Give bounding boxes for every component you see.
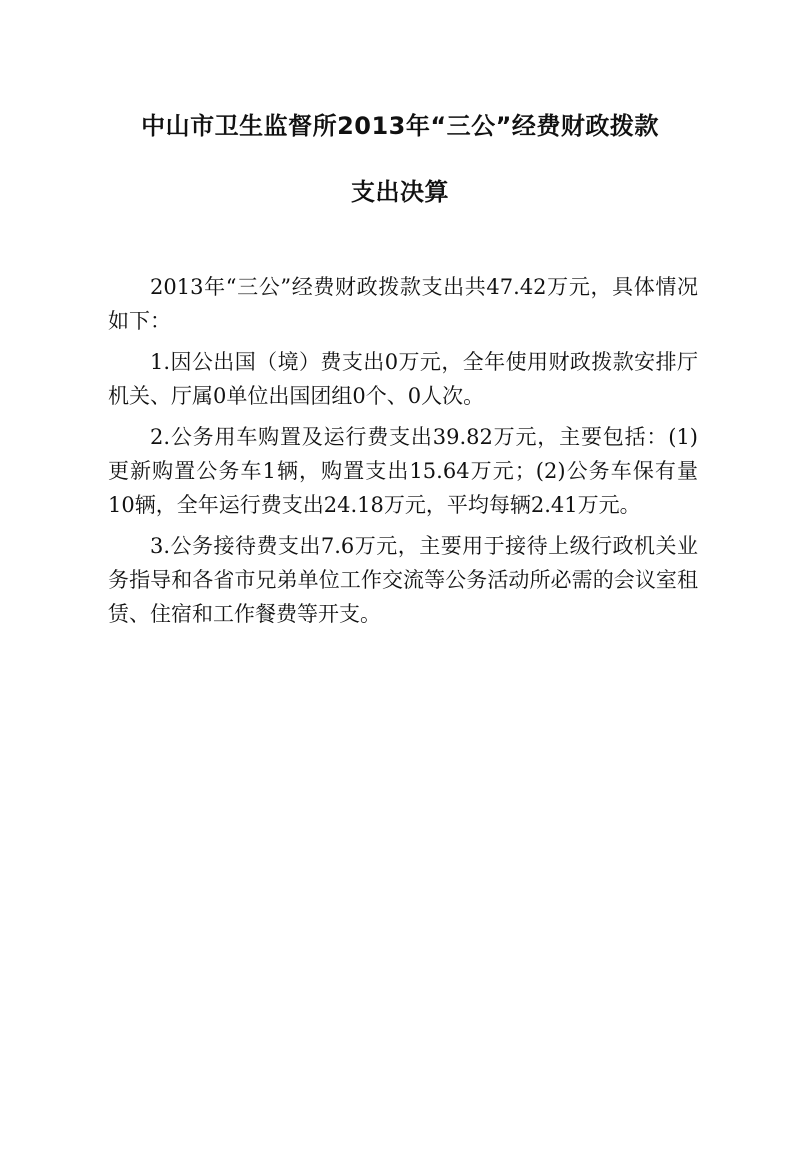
paragraph-official-reception: 3.公务接待费支出7.6万元，主要用于接待上级行政机关业务指导和各省市兄弟单位工作交流等公务活动所必需的会议室租赁、住宿和工作餐费等开支。	[108, 534, 698, 626]
document-body	[108, 270, 698, 638]
paragraph-official-vehicles: 2.公务用车购置及运行费支出39.82万元，主要包括：(1)更新购置公务车1辆，购置支出15.64万元；(2)公务车保有量10辆，全年运行费支出24.18万元，平均每辆2.41万元。	[108, 425, 698, 517]
document-title-line-2: 支出决算	[351, 178, 449, 206]
document-title-line-1: 中山市卫生监督所2013年“三公”经费财政拨款	[141, 112, 659, 140]
paragraph-summary: 2013年“三公”经费财政拨款支出共47.42万元，具体情况如下：	[108, 275, 698, 333]
paragraph-overseas-travel: 1.因公出国（境）费支出0万元，全年使用财政拨款安排厅机关、厅属0单位出国团组0个、0人次。	[108, 350, 698, 408]
